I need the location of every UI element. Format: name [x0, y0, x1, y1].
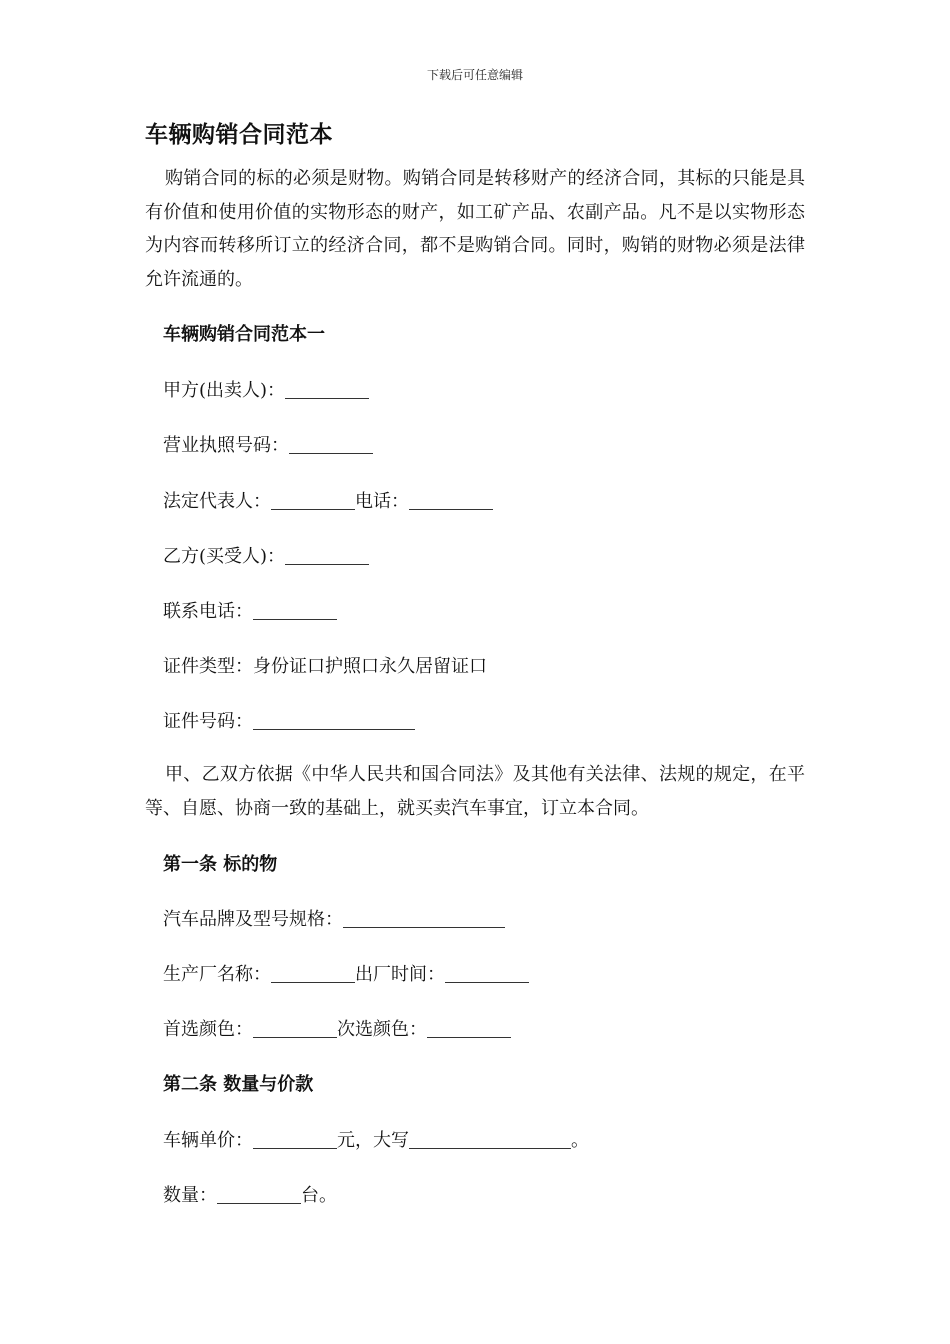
contact-phone-line [163, 597, 337, 623]
license-line [163, 431, 373, 457]
legal-rep-phone-blank[interactable] [409, 491, 493, 510]
quantity-unit: 台。 [301, 1185, 337, 1206]
unit-price-unit: 元，大写 [337, 1130, 409, 1151]
factory-date-blank[interactable] [445, 964, 529, 983]
header-note: 下载后可任意编辑 [426, 68, 523, 82]
unit-price-line [163, 1126, 589, 1152]
id-number-label: 证件号码： [163, 711, 253, 732]
unit-price-blank[interactable] [253, 1130, 337, 1149]
color2-blank[interactable] [427, 1019, 511, 1038]
color1-label: 首选颜色： [163, 1019, 253, 1040]
document-title: 车辆购销合同范本 [145, 121, 333, 148]
party-b-label: 乙方(买受人)： [163, 546, 286, 567]
unit-price-end: 。 [571, 1130, 589, 1151]
party-b-line [163, 542, 369, 568]
brand-label: 汽车品牌及型号规格： [163, 909, 343, 930]
contact-phone-blank[interactable] [253, 601, 337, 620]
id-number-blank[interactable] [253, 711, 415, 730]
quantity-label: 数量： [163, 1185, 217, 1206]
contact-phone-label: 联系电话： [163, 601, 253, 622]
legal-rep-phone-label: 电话： [355, 491, 409, 512]
id-type-line: 证件类型：身份证口护照口永久居留证口 [163, 656, 487, 677]
agreement-paragraph: 甲、乙双方依据《中华人民共和国合同法》及其他有关法律、法规的规定，在平等、自愿、协商一致的基础上，就买卖汽车事宜，订立本合同。 [145, 764, 805, 819]
party-a-blank[interactable] [285, 380, 369, 399]
factory-date-label: 出厂时间： [355, 964, 445, 985]
manufacturer-label: 生产厂名称： [163, 964, 271, 985]
article1-heading: 第一条 标的物 [163, 854, 278, 875]
intro-paragraph: 购销合同的标的必须是财物。购销合同是转移财产的经济合同，其标的只能是具有价值和使用价值的实物形态的财产，如工矿产品、农副产品。凡不是以实物形态为内容而转移所订立的经济合同，都不是购销合同。同时，购销的财物必须是法律允许流通的。 [145, 168, 805, 290]
quantity-line [163, 1181, 337, 1207]
party-a-line [163, 376, 369, 402]
unit-price-label: 车辆单价： [163, 1130, 253, 1151]
quantity-blank[interactable] [217, 1185, 301, 1204]
unit-price-words-blank[interactable] [409, 1130, 571, 1149]
brand-blank[interactable] [343, 909, 505, 928]
manufacturer-blank[interactable] [271, 964, 355, 983]
color1-blank[interactable] [253, 1019, 337, 1038]
article2-heading: 第二条 数量与价款 [163, 1074, 314, 1095]
section-heading: 车辆购销合同范本一 [163, 324, 325, 345]
party-b-blank[interactable] [285, 546, 369, 565]
color-line [163, 1015, 511, 1041]
brand-line [163, 905, 505, 931]
id-number-line [163, 707, 415, 733]
manufacturer-line [163, 960, 529, 986]
legal-rep-blank[interactable] [271, 491, 355, 510]
color2-label: 次选颜色： [337, 1019, 427, 1040]
legal-rep-line [163, 487, 493, 513]
license-blank[interactable] [289, 435, 373, 454]
legal-rep-label: 法定代表人： [163, 491, 271, 512]
party-a-label: 甲方(出卖人)： [163, 380, 286, 401]
license-label: 营业执照号码： [163, 435, 289, 456]
